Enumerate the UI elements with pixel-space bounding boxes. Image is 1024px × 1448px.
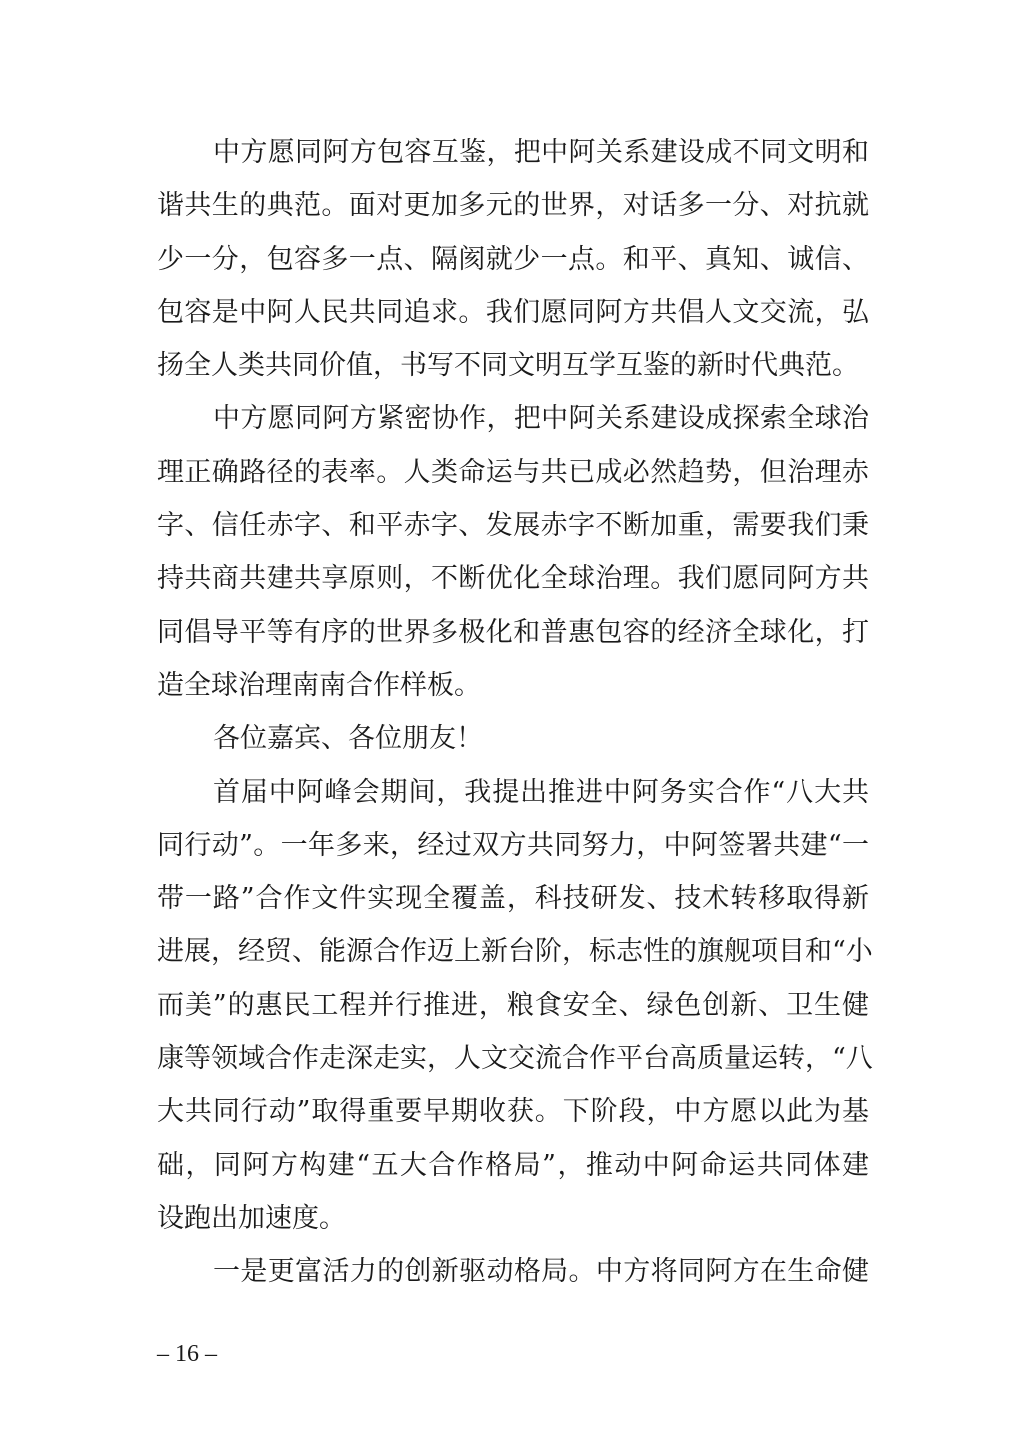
text-line: 谐共生的典范。面对更加多元的世界，对话多一分、对抗就 xyxy=(157,190,869,222)
text-line: 中方愿同阿方紧密协作，把中阿关系建设成探索全球治 xyxy=(213,403,869,435)
text-line: 包容是中阿人民共同追求。我们愿同阿方共倡人文交流，弘 xyxy=(157,296,869,328)
document-body xyxy=(157,126,873,1299)
text-line: 首届中阿峰会期间，我提出推进中阿务实合作“八大共 xyxy=(213,776,869,808)
text-line: 一是更富活力的创新驱动格局。中方将同阿方在生命健 xyxy=(213,1256,869,1288)
text-line: 同行动”。一年多来，经过双方共同努力，中阿签署共建“一 xyxy=(157,829,869,861)
text-line: 各位嘉宾、各位朋友！ xyxy=(213,723,483,755)
text-line: 字、信任赤字、和平赤字、发展赤字不断加重，需要我们秉 xyxy=(157,510,869,542)
text-line: 带一路”合作文件实现全覆盖，科技研发、技术转移取得新 xyxy=(157,883,869,915)
text-line: 中方愿同阿方包容互鉴，把中阿关系建设成不同文明和 xyxy=(213,137,869,168)
text-line: 少一分，包容多一点、隔阂就少一点。和平、真知、诚信、 xyxy=(157,243,869,275)
text-line: 持共商共建共享原则，不断优化全球治理。我们愿同阿方共 xyxy=(157,563,869,595)
text-line: 进展，经贸、能源合作迈上新台阶，标志性的旗舰项目和“小 xyxy=(157,936,873,968)
text-line: 设跑出加速度。 xyxy=(157,1202,346,1234)
page-number: – 16 – xyxy=(157,1341,217,1367)
text-line: 同倡导平等有序的世界多极化和普惠包容的经济全球化，打 xyxy=(157,616,869,648)
text-line: 而美”的惠民工程并行推进，粮食安全、绿色创新、卫生健 xyxy=(157,989,869,1021)
text-line: 础，同阿方构建“五大合作格局”，推动中阿命运共同体建 xyxy=(157,1149,869,1181)
text-line: 理正确路径的表率。人类命运与共已成必然趋势，但治理赤 xyxy=(157,456,869,488)
text-line: 造全球治理南南合作样板。 xyxy=(157,669,481,701)
text-line: 大共同行动”取得重要早期收获。下阶段，中方愿以此为基 xyxy=(157,1096,869,1128)
text-line: 扬全人类共同价值，书写不同文明互学互鉴的新时代典范。 xyxy=(157,350,859,382)
text-line: 康等领域合作走深走实，人文交流合作平台高质量运转，“八 xyxy=(157,1043,873,1075)
